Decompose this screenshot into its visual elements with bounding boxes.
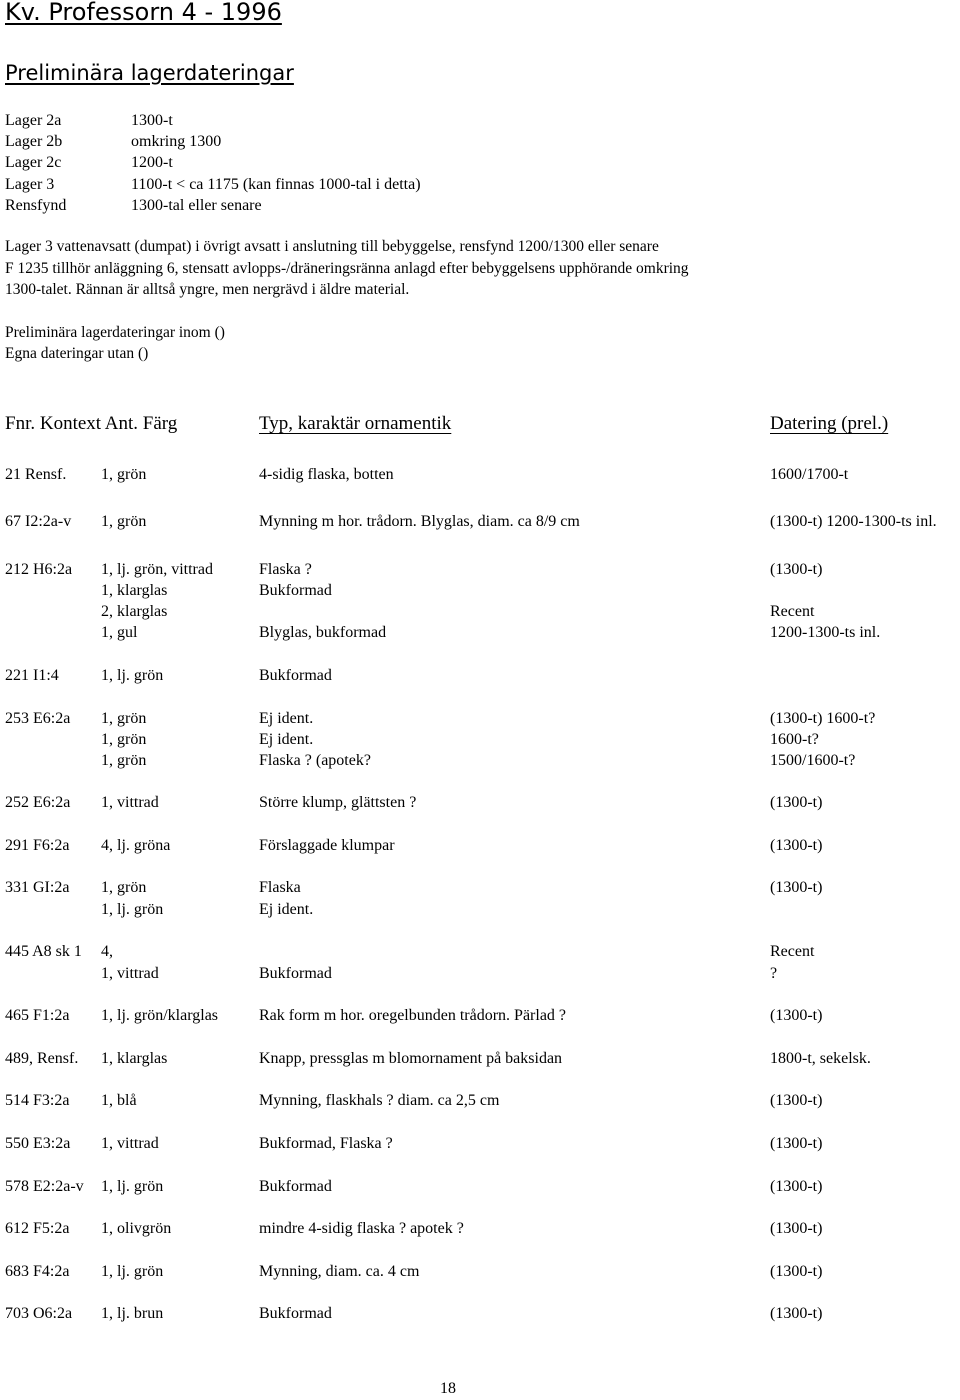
paragraph-line: 1300-talet. Rännan är alltså yngre, men nergrävd i äldre material. — [5, 281, 410, 298]
row-ant: 1, grön — [101, 466, 147, 483]
row-ant: 1, olivgrön — [101, 1220, 172, 1237]
row-fnr: 703 O6:2a — [5, 1305, 73, 1322]
row-dat: (1300-t) — [770, 1178, 823, 1195]
row-fnr: 67 I2:2a-v — [5, 513, 72, 530]
layer-date: 1300-t — [131, 112, 173, 129]
row-ant: 1, lj. grön — [101, 1178, 164, 1195]
row-ant: 1, lj. grön/klarglas — [101, 1007, 219, 1024]
row-typ: Ej ident. — [259, 901, 314, 918]
row-typ: Förslaggade klumpar — [259, 837, 395, 854]
row-dat: (1300-t) 1200-1300-ts inl. — [770, 513, 937, 530]
layer-name: Lager 2b — [5, 133, 63, 150]
table-header-dating: Datering (prel.) — [770, 413, 889, 434]
row-ant: 1, vittrad — [101, 1135, 159, 1152]
row-ant: 2, klarglas — [101, 603, 168, 620]
row-fnr: 514 F3:2a — [5, 1092, 70, 1109]
row-fnr: 291 F6:2a — [5, 837, 70, 854]
row-ant: 1, vittrad — [101, 794, 159, 811]
row-ant: 1, grön — [101, 513, 147, 530]
row-dat: (1300-t) — [770, 1092, 823, 1109]
row-ant: 1, grön — [101, 731, 147, 748]
row-fnr: 252 E6:2a — [5, 794, 71, 811]
row-ant: 4, lj. gröna — [101, 837, 171, 854]
row-typ: Flaska ? (apotek? — [259, 752, 371, 769]
layer-name: Rensfynd — [5, 197, 67, 214]
row-fnr: 331 GI:2a — [5, 879, 70, 896]
row-ant: 1, lj. grön — [101, 1263, 164, 1280]
row-typ: mindre 4-sidig flaska ? apotek ? — [259, 1220, 464, 1237]
row-ant: 1, lj. grön, vittrad — [101, 561, 213, 578]
row-fnr: 550 E3:2a — [5, 1135, 71, 1152]
row-dat: (1300-t) — [770, 1007, 823, 1024]
row-ant: 1, grön — [101, 752, 147, 769]
row-ant: 1, blå — [101, 1092, 137, 1109]
row-ant: 1, grön — [101, 710, 147, 727]
row-typ: Flaska ? — [259, 561, 312, 578]
row-fnr: 253 E6:2a — [5, 710, 71, 727]
row-ant: 1, gul — [101, 624, 138, 641]
row-fnr: 683 F4:2a — [5, 1263, 70, 1280]
layer-name: Lager 2c — [5, 154, 62, 171]
row-ant: 1, vittrad — [101, 965, 159, 982]
page-title: Kv. Professorn 4 - 1996 — [5, 0, 282, 26]
row-typ: Större klump, glättsten ? — [259, 794, 417, 811]
row-typ: Knapp, pressglas m blomornament på baksidan — [259, 1050, 563, 1067]
layer-date: 1300-tal eller senare — [131, 197, 262, 214]
row-typ: Ej ident. — [259, 710, 314, 727]
row-dat: 1800-t, sekelsk. — [770, 1050, 871, 1067]
row-fnr: 612 F5:2a — [5, 1220, 70, 1237]
row-dat: (1300-t) — [770, 794, 823, 811]
row-ant: 1, grön — [101, 879, 147, 896]
row-typ: Bukformad — [259, 965, 332, 982]
table-header-left: Fnr. Kontext Ant. Färg — [5, 413, 178, 434]
row-typ: Mynning m hor. trådorn. Blyglas, diam. ca 8/9 cm — [259, 513, 580, 530]
row-dat: 1200-1300-ts inl. — [770, 624, 881, 641]
layer-name: Lager 3 — [5, 176, 55, 193]
row-dat: (1300-t) — [770, 561, 823, 578]
row-ant: 1, lj. grön — [101, 667, 164, 684]
row-dat: (1300-t) — [770, 837, 823, 854]
row-dat: (1300-t) — [770, 1305, 823, 1322]
row-fnr: 21 Rensf. — [5, 466, 67, 483]
section-title: Preliminära lagerdateringar — [5, 61, 294, 85]
paragraph-line: F 1235 tillhör anläggning 6, stensatt avlopps-/dräneringsränna anlagd efter bebyggelsens upphörande omkring — [5, 260, 689, 277]
row-fnr: 445 A8 sk 1 — [5, 943, 82, 960]
row-ant: 1, klarglas — [101, 1050, 168, 1067]
row-typ: Bukformad — [259, 1305, 332, 1322]
row-dat: (1300-t) — [770, 879, 823, 896]
table-header-type: Typ, karaktär ornamentik — [259, 413, 452, 434]
paragraph-line: Lager 3 vattenavsatt (dumpat) i övrigt avsatt i anslutning till bebyggelse, rensfynd 1200/1300 eller senare — [5, 238, 659, 255]
page-number: 18 — [440, 1380, 456, 1397]
row-ant: 1, lj. grön — [101, 901, 164, 918]
row-dat: 1600-t? — [770, 731, 819, 748]
row-fnr: 221 I1:4 — [5, 667, 59, 684]
layer-date: omkring 1300 — [131, 133, 222, 150]
row-dat: (1300-t) 1600-t? — [770, 710, 876, 727]
note-line: Preliminära lagerdateringar inom () — [5, 324, 225, 341]
row-dat: (1300-t) — [770, 1135, 823, 1152]
row-typ: Rak form m hor. oregelbunden trådorn. Pärlad ? — [259, 1007, 567, 1024]
row-fnr: 489, Rensf. — [5, 1050, 79, 1067]
row-typ: Ej ident. — [259, 731, 314, 748]
row-fnr: 212 H6:2a — [5, 561, 73, 578]
row-ant: 1, klarglas — [101, 582, 168, 599]
note-line: Egna dateringar utan () — [5, 345, 149, 362]
layer-name: Lager 2a — [5, 112, 62, 129]
row-typ: Mynning, diam. ca. 4 cm — [259, 1263, 420, 1280]
row-ant: 1, lj. brun — [101, 1305, 164, 1322]
row-typ: Bukformad — [259, 582, 332, 599]
row-typ: Bukformad — [259, 667, 332, 684]
layer-date: 1200-t — [131, 154, 173, 171]
row-fnr: 578 E2:2a-v — [5, 1178, 84, 1195]
row-typ: Bukformad — [259, 1178, 332, 1195]
row-fnr: 465 F1:2a — [5, 1007, 70, 1024]
row-dat: 1500/1600-t? — [770, 752, 856, 769]
row-dat: (1300-t) — [770, 1263, 823, 1280]
row-typ: Bukformad, Flaska ? — [259, 1135, 393, 1152]
row-dat: (1300-t) — [770, 1220, 823, 1237]
row-dat: ? — [770, 965, 778, 982]
layer-date: 1100-t < ca 1175 (kan finnas 1000-tal i detta) — [131, 176, 421, 193]
row-typ: 4-sidig flaska, botten — [259, 466, 394, 483]
row-typ: Mynning, flaskhals ? diam. ca 2,5 cm — [259, 1092, 500, 1109]
row-dat: Recent — [770, 603, 815, 620]
row-typ: Blyglas, bukformad — [259, 624, 387, 641]
row-ant: 4, — [101, 943, 113, 960]
row-typ: Flaska — [259, 879, 301, 896]
row-dat: Recent — [770, 943, 815, 960]
row-dat: 1600/1700-t — [770, 466, 849, 483]
